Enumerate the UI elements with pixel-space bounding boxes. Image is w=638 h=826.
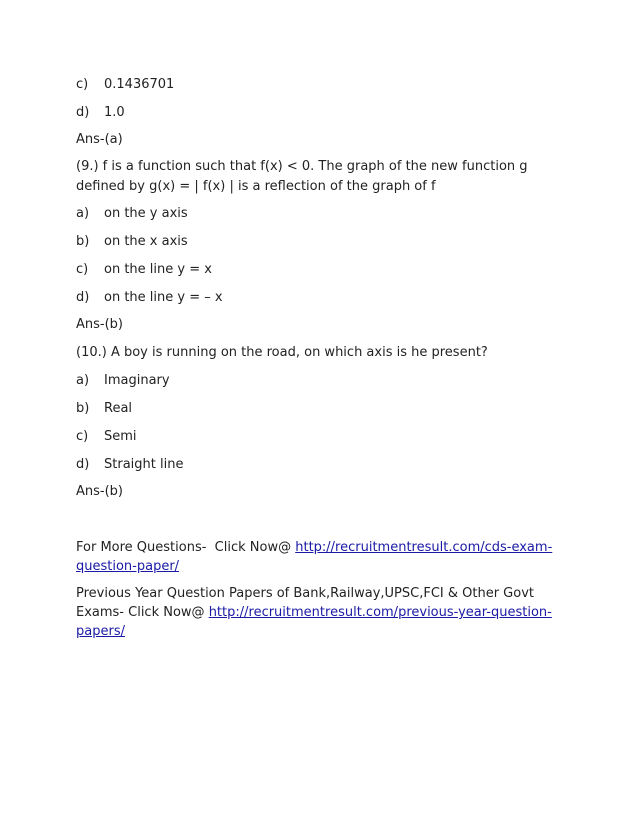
q9-option-c <box>76 261 212 278</box>
more-questions-line2 <box>76 558 179 575</box>
more-questions-line <box>76 539 552 556</box>
option-text: on the y axis <box>104 206 188 221</box>
q10-option-a <box>76 372 170 389</box>
option-label: d) <box>76 290 90 305</box>
option-label: c) <box>76 262 89 277</box>
previous-papers-line2 <box>76 604 552 621</box>
option-label: a) <box>76 373 90 388</box>
option-label: b) <box>76 401 90 416</box>
option-text: 1.0 <box>104 105 125 120</box>
option-d <box>76 104 125 121</box>
q9-option-d <box>76 289 223 306</box>
option-text: Imaginary <box>104 373 170 388</box>
option-text: on the line y = – x <box>104 290 223 305</box>
option-text: on the x axis <box>104 234 188 249</box>
option-label: a) <box>76 206 90 221</box>
question-9-line2: defined by g(x) = | f(x) | is a reflection of the graph of f <box>76 179 436 194</box>
q10-option-c <box>76 428 137 445</box>
option-label: d) <box>76 105 90 120</box>
q9-option-b <box>76 233 188 250</box>
option-text: 0.1436701 <box>104 77 175 92</box>
answer-q10: Ans-(b) <box>76 484 123 499</box>
more-questions-label: For More Questions- Click Now@ <box>76 540 296 555</box>
q10-option-b <box>76 400 132 417</box>
previous-papers-link[interactable]: http://recruitmentresult.com/previous-year-question- <box>208 605 552 620</box>
previous-papers-label: Exams- Click Now@ <box>76 605 209 620</box>
option-text: Real <box>104 401 133 416</box>
previous-papers-link-continued[interactable]: papers/ <box>76 624 125 639</box>
q9-option-a <box>76 205 188 222</box>
question-10: (10.) A boy is running on the road, on which axis is he present? <box>76 345 488 360</box>
answer-q8: Ans-(a) <box>76 132 123 147</box>
option-c <box>76 76 174 93</box>
q10-option-d <box>76 456 183 473</box>
cds-exam-link-continued[interactable]: question-paper/ <box>76 559 180 574</box>
option-label: c) <box>76 77 89 92</box>
answer-q9: Ans-(b) <box>76 317 123 332</box>
option-label: c) <box>76 429 89 444</box>
option-text: Straight line <box>104 457 184 472</box>
option-label: d) <box>76 457 90 472</box>
question-9-line1: (9.) f is a function such that f(x) < 0. The graph of the new function g <box>76 159 528 174</box>
option-text: Semi <box>104 429 137 444</box>
option-label: b) <box>76 234 90 249</box>
cds-exam-link[interactable]: http://recruitmentresult.com/cds-exam- <box>295 540 553 555</box>
option-text: on the line y = x <box>104 262 212 277</box>
previous-papers-line1: Previous Year Question Papers of Bank,Railway,UPSC,FCI & Other Govt <box>76 586 535 601</box>
previous-papers-line3 <box>76 623 125 640</box>
